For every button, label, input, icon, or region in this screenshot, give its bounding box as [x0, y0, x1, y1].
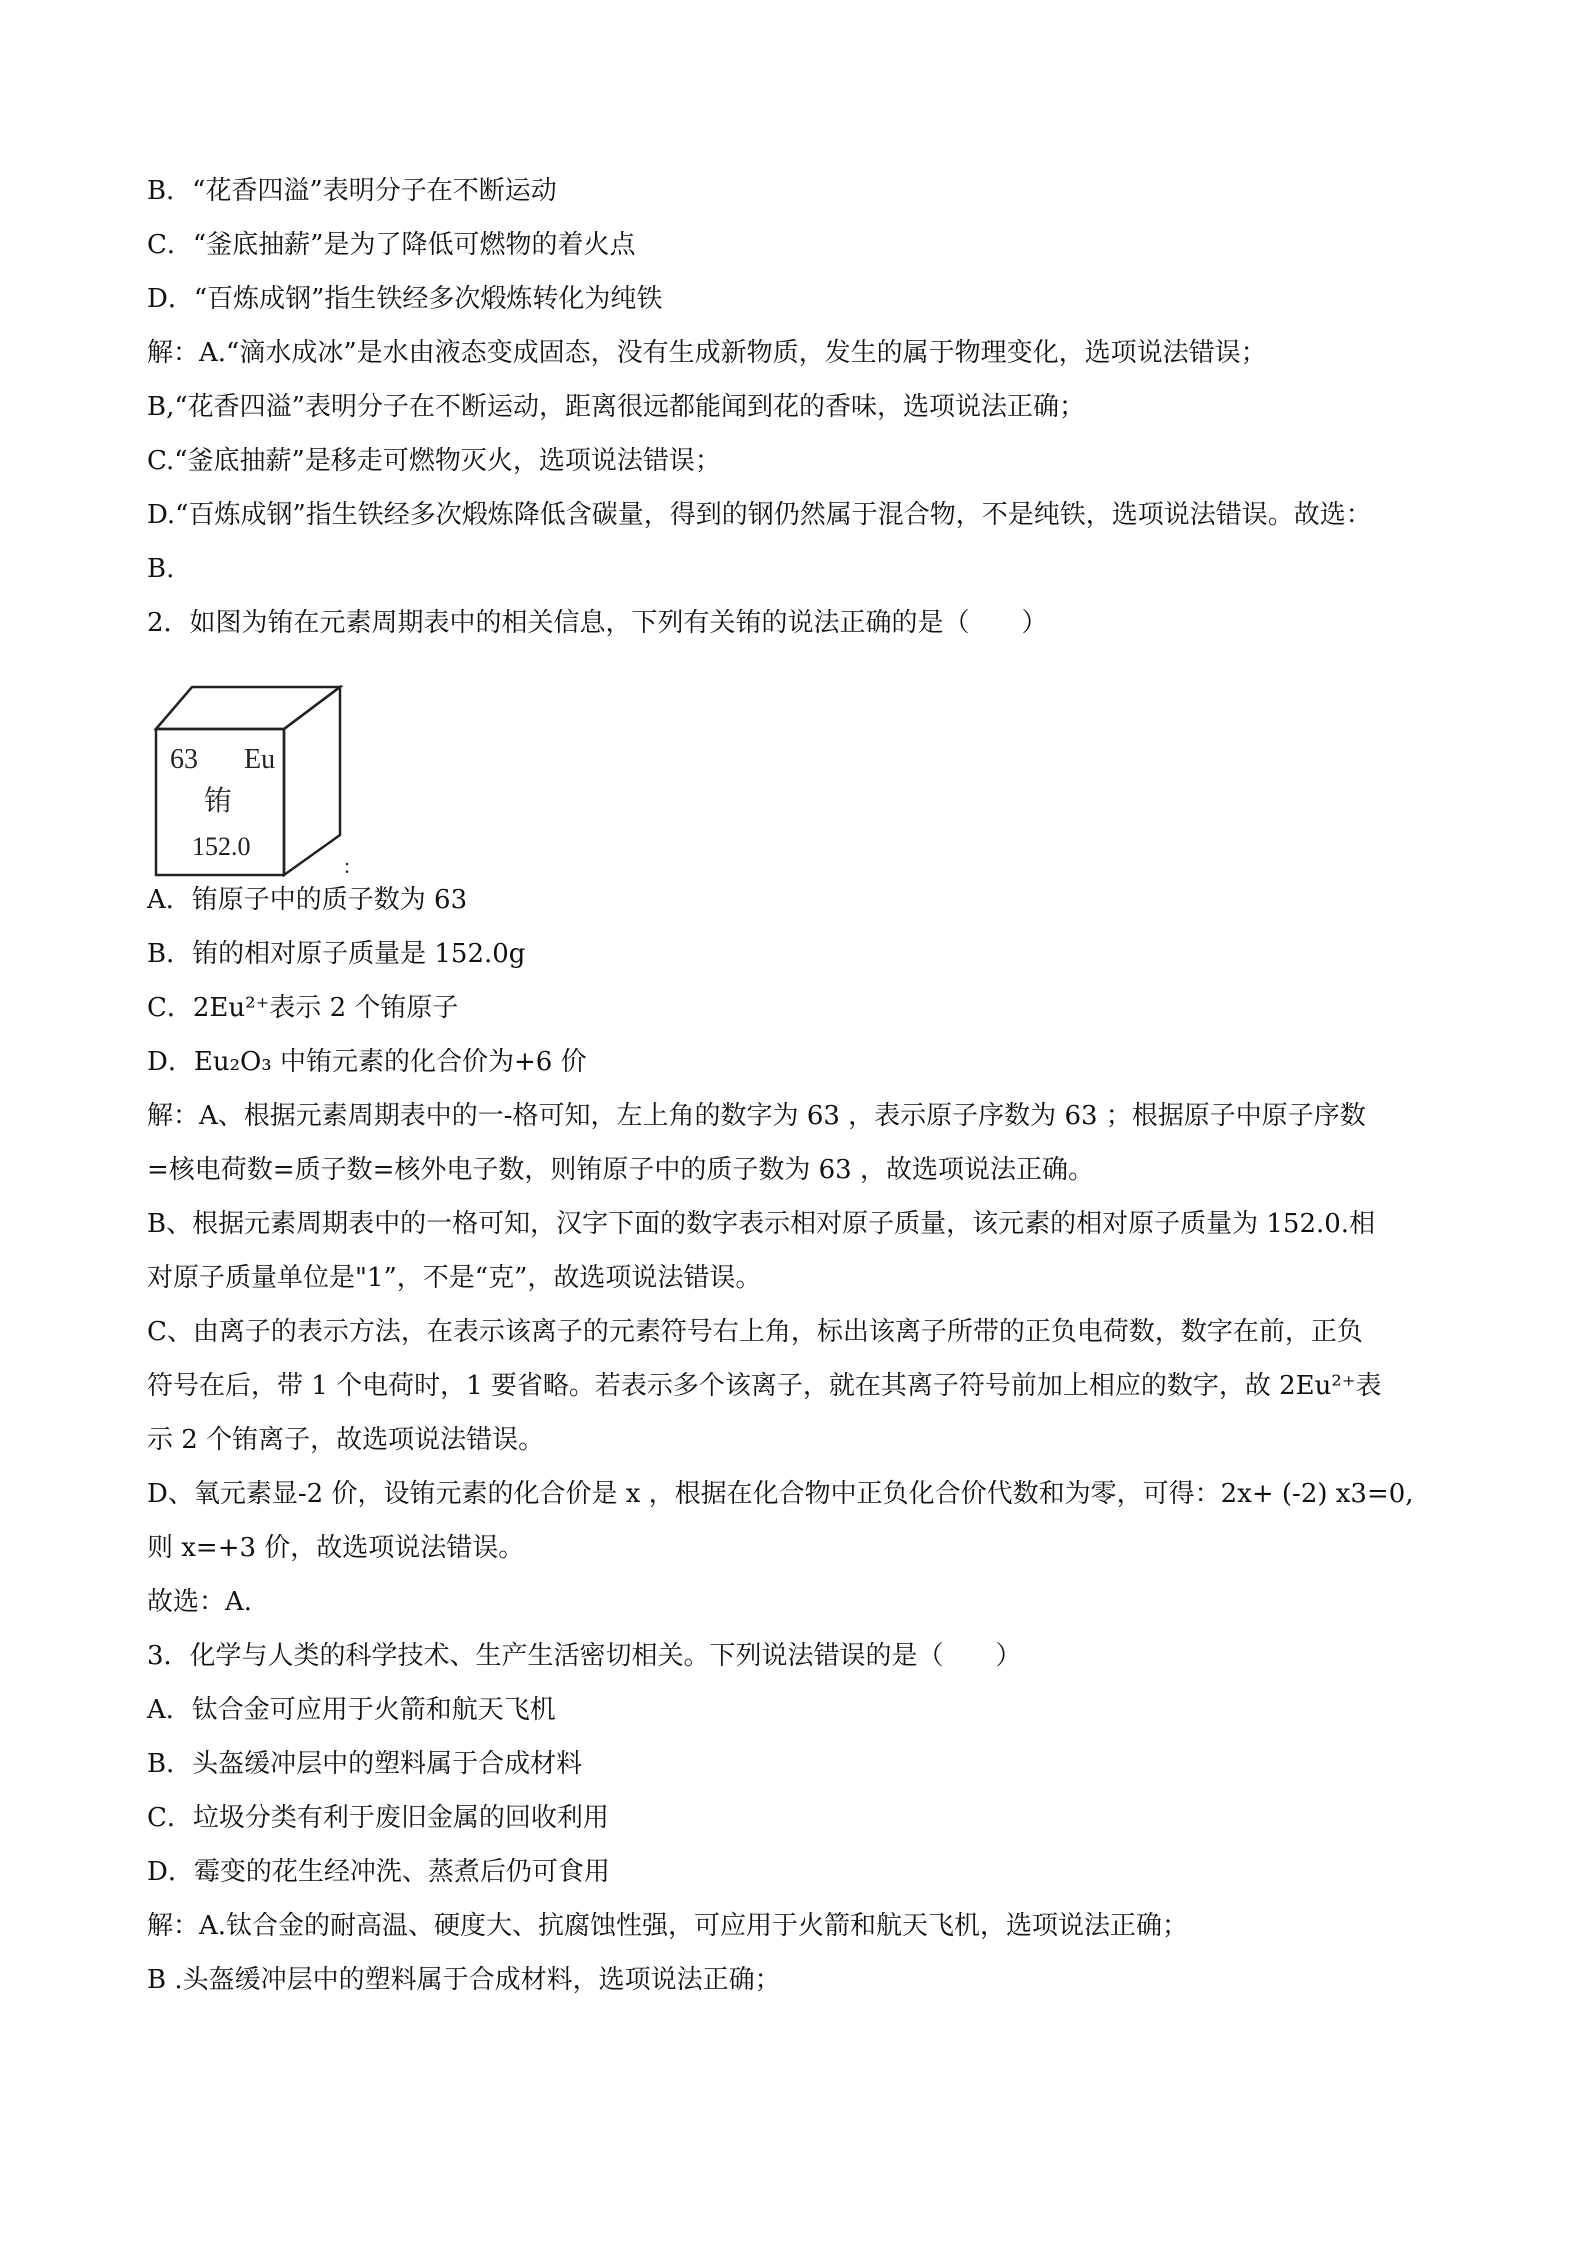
text-line: A．铕原子中的质子数为 63: [147, 885, 468, 915]
text-line: B,“花香四溢”表明分子在不断运动，距离很远都能闻到花的香味，选项说法正确；: [147, 392, 1085, 422]
text-line: B．铕的相对原子质量是 152.0g: [147, 939, 526, 969]
trailing-mark: :: [344, 853, 351, 878]
text-line: D．“百炼成钢”指生铁经多次煅炼转化为纯铁: [147, 284, 663, 314]
text-line: C．垃圾分类有利于废旧金属的回收利用: [147, 1803, 609, 1833]
element-name: 铕: [204, 784, 233, 817]
text-line: 解：A.“滴水成冰”是水由液态变成固态，没有生成新物质，发生的属于物理变化，选项说法错误；: [147, 338, 1267, 368]
text-line: B．头盔缓冲层中的塑料属于合成材料: [147, 1749, 583, 1779]
text-line: 3．化学与人类的科学技术、生产生活密切相关。下列说法错误的是（ ）: [147, 1641, 1022, 1671]
text-line: C、由离子的表示方法，在表示该离子的元素符号右上角，标出该离子所带的正负电荷数，数字在前，正负: [147, 1317, 1363, 1347]
text-line: C．2Eu²⁺表示 2 个铕原子: [147, 993, 459, 1023]
text-line: 解：A、根据元素周期表中的一-格可知，左上角的数字为 63 ，表示原子序数为 63 ；根据原子中原子序数: [147, 1101, 1366, 1131]
text-line: A．钛合金可应用于火箭和航天飞机: [147, 1695, 556, 1725]
text-line: D．Eu₂O₃ 中铕元素的化合价为+6 价: [147, 1047, 587, 1077]
element-card-figure: [150, 683, 360, 883]
text-line: D．霉变的花生经冲洗、蒸煮后仍可食用: [147, 1857, 610, 1887]
element-symbol: Eu: [244, 744, 276, 775]
text-line: 符号在后，带 1 个电荷时，1 要省略。若表示多个该离子，就在其离子符号前加上相应的数字，故 2Eu²⁺表: [147, 1371, 1382, 1401]
text-line: B、根据元素周期表中的一格可知，汉字下面的数字表示相对原子质量，该元素的相对原子质量为 152.0.相: [147, 1209, 1376, 1239]
text-line: 解：A.钛合金的耐高温、硬度大、抗腐蚀性强，可应用于火箭和航天飞机，选项说法正确；: [147, 1911, 1189, 1941]
text-line: D.“百炼成钢”指生铁经多次煅炼降低含碳量，得到的钢仍然属于混合物，不是纯铁，选项说法错误。故选：: [147, 500, 1372, 530]
atomic-number: 63: [170, 744, 198, 775]
text-line: C.“釜底抽薪”是移走可燃物灭火，选项说法错误；: [147, 446, 721, 476]
card-side-face: [284, 687, 340, 875]
text-line: 对原子质量单位是"1”，不是“克”，故选项说法错误。: [147, 1263, 762, 1293]
text-line: D、氧元素显-2 价，设铕元素的化合价是 x ，根据在化合物中正负化合价代数和为零，可得：2x+ (-2) x3=0,: [147, 1479, 1414, 1509]
text-line: 2．如图为铕在元素周期表中的相关信息，下列有关铕的说法正确的是（ ）: [147, 608, 1048, 638]
text-line: B.: [147, 554, 175, 584]
text-line: 则 x=+3 价，故选项说法错误。: [147, 1533, 525, 1563]
text-line: 故选：A.: [147, 1587, 253, 1617]
text-line: C．“釜底抽薪”是为了降低可燃物的着火点: [147, 230, 636, 260]
text-line: =核电荷数=质子数=核外电子数，则铕原子中的质子数为 63 ，故选项说法正确。: [147, 1155, 1094, 1185]
text-line: B .头盔缓冲层中的塑料属于合成材料，选项说法正确；: [147, 1965, 781, 1995]
text-line: B．“花香四溢”表明分子在不断运动: [147, 176, 557, 206]
text-line: 示 2 个铕离子，故选项说法错误。: [147, 1425, 545, 1455]
atomic-mass: 152.0: [192, 832, 251, 861]
